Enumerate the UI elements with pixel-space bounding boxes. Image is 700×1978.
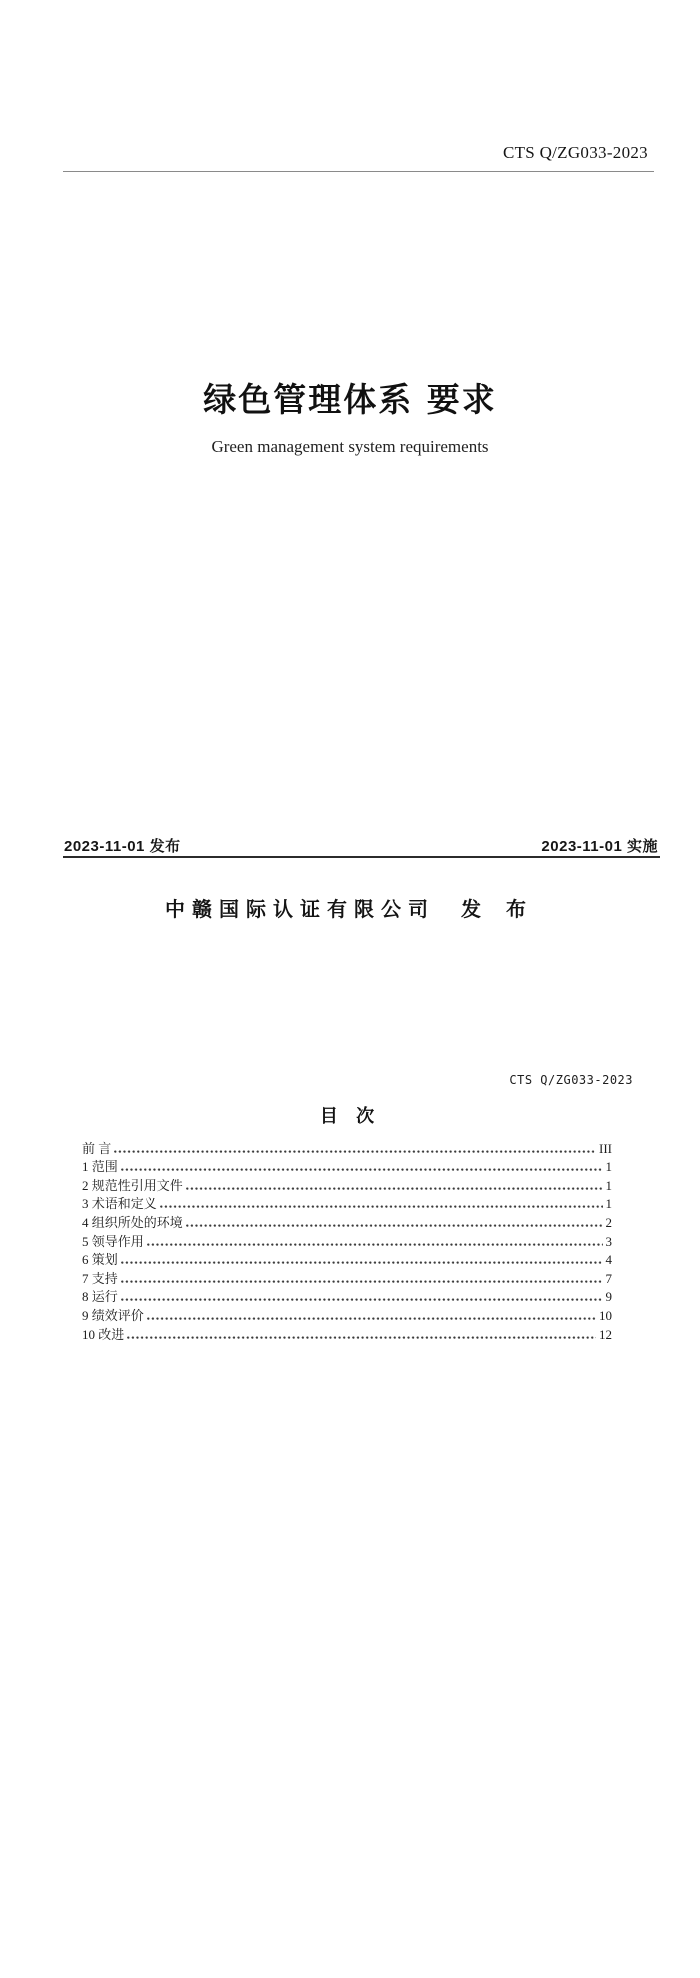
cover-publisher-row — [0, 893, 700, 922]
toc-page-number: 1 — [605, 1159, 612, 1175]
toc-page-number: 9 — [605, 1289, 612, 1305]
toc-dot-leader — [118, 1287, 606, 1306]
toc-entry-label: 1 范围 — [82, 1159, 118, 1175]
toc-dot-leader — [183, 1212, 606, 1231]
cover-standard-code: CTS Q/ZG033-2023 — [502, 143, 648, 162]
toc-standard-code: CTS Q/ZG033-2023 — [509, 1073, 633, 1087]
cover-date-row — [64, 835, 658, 856]
toc-row — [82, 1287, 612, 1306]
toc-dot-leader — [144, 1231, 606, 1250]
cover-date-rule — [63, 856, 660, 858]
toc-page-number: 10 — [599, 1307, 612, 1323]
table-of-contents — [82, 1138, 612, 1343]
toc-row — [82, 1194, 612, 1213]
cover-title-en: Green management system requirements — [211, 437, 489, 456]
toc-dot-leader — [124, 1324, 599, 1343]
toc-page-number: 3 — [605, 1233, 612, 1249]
toc-row — [82, 1324, 612, 1343]
toc-entry-label: 前 言 — [82, 1140, 112, 1156]
toc-page-number: 7 — [605, 1270, 612, 1286]
toc-dot-leader — [157, 1194, 606, 1213]
implementation-date: 2023-11-01 实施 — [541, 838, 658, 855]
toc-entry-label: 6 策划 — [82, 1252, 118, 1268]
cover-header-rule — [63, 171, 654, 172]
toc-dot-leader — [118, 1268, 606, 1287]
toc-row — [82, 1268, 612, 1287]
toc-page-number: 4 — [605, 1252, 612, 1268]
toc-entry-label: 8 运行 — [82, 1289, 118, 1305]
toc-row — [82, 1305, 612, 1324]
toc-entry-label: 3 术语和定义 — [82, 1196, 157, 1212]
toc-page-number: 1 — [605, 1177, 612, 1193]
publish-label: 发 布 — [461, 897, 535, 921]
toc-page-number: 2 — [605, 1214, 612, 1230]
toc-page-number: 1 — [605, 1196, 612, 1212]
toc-entry-label: 5 领导作用 — [82, 1233, 144, 1249]
toc-dot-leader — [183, 1175, 606, 1194]
cover-title-zh: 绿色管理体系 要求 — [203, 380, 497, 419]
toc-row — [82, 1157, 612, 1176]
toc-entry-label: 2 规范性引用文件 — [82, 1177, 183, 1193]
toc-row — [82, 1212, 612, 1231]
toc-entry-label: 4 组织所处的环境 — [82, 1214, 183, 1230]
toc-page-number: 12 — [599, 1326, 612, 1342]
toc-dot-leader — [144, 1305, 599, 1324]
toc-row — [82, 1250, 612, 1269]
issue-date: 2023-11-01 发布 — [64, 838, 181, 855]
toc-title: 目 次 — [319, 1106, 381, 1127]
toc-entry-label: 10 改进 — [82, 1326, 125, 1342]
publisher-name: 中赣国际认证有限公司 — [165, 897, 436, 921]
toc-entry-label: 7 支持 — [82, 1270, 118, 1286]
toc-dot-leader — [118, 1250, 606, 1269]
toc-row — [82, 1231, 612, 1250]
toc-dot-leader — [111, 1138, 599, 1157]
toc-entry-label: 9 绩效评价 — [82, 1307, 144, 1323]
toc-dot-leader — [118, 1157, 606, 1176]
toc-row — [82, 1138, 612, 1157]
toc-page-number: III — [599, 1140, 612, 1156]
toc-row — [82, 1175, 612, 1194]
